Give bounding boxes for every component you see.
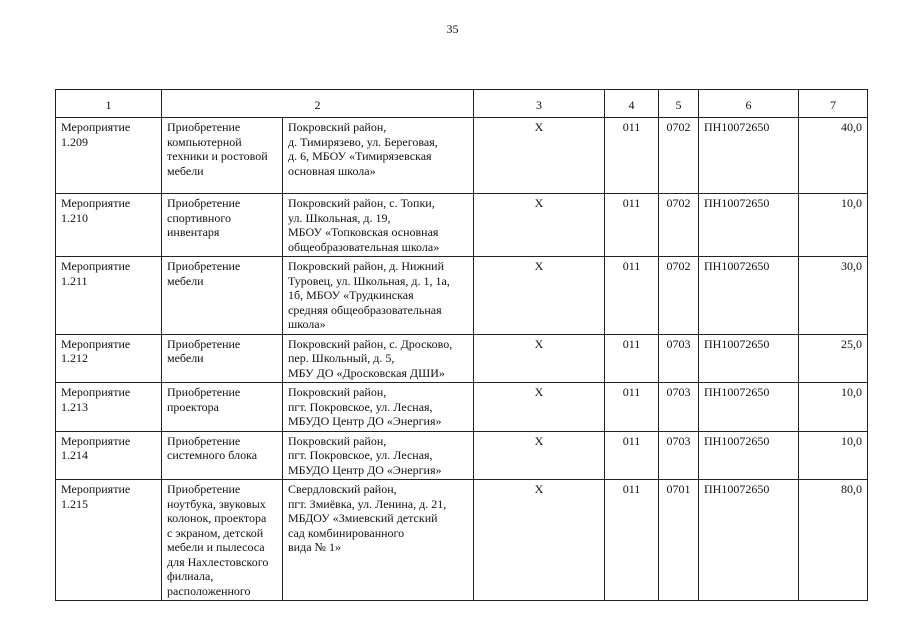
col7-cell: 40,0 — [799, 118, 868, 194]
description-cell — [162, 118, 283, 194]
activity-cell-line: 1.215 — [61, 496, 88, 511]
activity-cell-line: Мероприятие — [61, 482, 131, 496]
description-cell — [162, 194, 283, 257]
col5-cell: 0701 — [659, 480, 699, 601]
address-cell-line: МБУДО Центр ДО «Энергия» — [288, 414, 442, 428]
address-cell-line: пгт. Покровское, ул. Лесная, — [288, 399, 433, 414]
address-cell-line: МБДОУ «Змиевский детский — [288, 511, 438, 525]
col7-cell: 30,0 — [799, 257, 868, 335]
header-col-5: 5 — [659, 90, 699, 118]
address-cell-line: сад комбинированного — [288, 525, 405, 540]
col5-cell: 0703 — [659, 431, 699, 480]
activity-cell-line: Мероприятие — [61, 336, 131, 351]
description-cell-line: Приобретение — [167, 120, 241, 134]
col5-cell: 0702 — [659, 194, 699, 257]
address-cell-line: д. 6, МБОУ «Тимирязевская — [288, 149, 432, 163]
description-cell — [162, 334, 283, 383]
col4-cell: 011 — [605, 431, 659, 480]
address-cell — [283, 194, 474, 257]
col3-cell: Х — [474, 194, 605, 257]
address-cell-line: Туровец, ул. Школьная, д. 1, 1а, — [288, 273, 450, 288]
table-row — [56, 431, 868, 480]
description-cell-line: Приобретение — [167, 385, 241, 399]
col7-cell: 80,0 — [799, 480, 868, 601]
address-cell — [283, 480, 474, 601]
address-cell — [283, 118, 474, 194]
col4-cell: 011 — [605, 257, 659, 335]
col3-cell: Х — [474, 118, 605, 194]
col6-cell: ПН10072650 — [699, 334, 799, 383]
col6-cell: ПН10072650 — [699, 480, 799, 601]
address-cell-line: средняя общеобразовательная — [288, 302, 442, 317]
description-cell — [162, 257, 283, 335]
col4-cell: 011 — [605, 383, 659, 432]
activity-cell-line: 1.213 — [61, 399, 88, 414]
address-cell-line: Покровский район, — [288, 385, 387, 399]
description-cell — [162, 431, 283, 480]
description-cell-line: ноутбука, звуковых — [167, 496, 266, 511]
description-cell-line: для Нахлестовского — [167, 554, 269, 569]
activity-cell-line: Мероприятие — [61, 433, 131, 448]
description-cell-line: колонок, проектора — [167, 511, 267, 525]
activity-cell-line: 1.212 — [61, 351, 88, 365]
table-row — [56, 480, 868, 601]
header-col-4: 4 — [605, 90, 659, 118]
col3-cell: Х — [474, 431, 605, 480]
address-cell-line: пер. Школьный, д. 5, — [288, 351, 395, 365]
activity-cell-line: 1.209 — [61, 134, 88, 149]
address-cell-line: школа» — [288, 317, 326, 331]
address-cell — [283, 383, 474, 432]
description-cell-line: мебели — [167, 273, 204, 288]
header-col-1: 1 — [56, 90, 162, 118]
activity-cell-line: Мероприятие — [61, 196, 131, 210]
address-cell-line: ул. Школьная, д. 19, — [288, 210, 391, 225]
description-cell-line: инвентаря — [167, 225, 220, 239]
description-cell-line: мебели и пылесоса — [167, 540, 265, 554]
activity-cell-line: 1.214 — [61, 448, 88, 462]
header-col-7: 7 — [799, 90, 868, 118]
col5-cell: 0702 — [659, 118, 699, 194]
address-cell-line: Покровский район, — [288, 433, 387, 448]
col3-cell: Х — [474, 257, 605, 335]
col4-cell: 011 — [605, 194, 659, 257]
description-cell-line: спортивного — [167, 210, 231, 225]
description-cell-line: расположенного — [167, 583, 251, 598]
description-cell-line: с экраном, детской — [167, 525, 264, 540]
address-cell-line: МБУДО Центр ДО «Энергия» — [288, 462, 442, 477]
col7-cell: 10,0 — [799, 194, 868, 257]
address-cell — [283, 334, 474, 383]
activity-cell — [56, 480, 162, 601]
description-cell-line: филиала, — [167, 569, 214, 583]
col6-cell: ПН10072650 — [699, 194, 799, 257]
activity-cell — [56, 257, 162, 335]
table-row — [56, 383, 868, 432]
col3-cell: Х — [474, 334, 605, 383]
description-cell-line: компьютерной — [167, 134, 242, 149]
address-cell-line: пгт. Змиёвка, ул. Ленина, д. 21, — [288, 496, 447, 511]
activity-cell — [56, 118, 162, 194]
table-row — [56, 194, 868, 257]
activity-cell-line: 1.211 — [61, 273, 88, 288]
col3-cell: Х — [474, 383, 605, 432]
description-cell-line: Приобретение — [167, 482, 241, 496]
address-cell-line: Покровский район, с. Дросково, — [288, 336, 453, 351]
table-row — [56, 334, 868, 383]
page-number: 35 — [446, 22, 459, 36]
address-cell-line: общеобразовательная школа» — [288, 239, 440, 254]
activity-cell — [56, 431, 162, 480]
description-cell-line: Приобретение — [167, 433, 241, 448]
address-cell-line: вида № 1» — [288, 540, 341, 554]
col4-cell: 011 — [605, 480, 659, 601]
description-cell — [162, 383, 283, 432]
header-col-3: 3 — [474, 90, 605, 118]
col5-cell: 0703 — [659, 334, 699, 383]
activity-cell-line: Мероприятие — [61, 385, 131, 399]
address-cell-line: 1б, МБОУ «Трудкинская — [288, 288, 414, 302]
description-cell-line: Приобретение — [167, 196, 241, 210]
address-cell-line: Покровский район, — [288, 120, 387, 134]
col5-cell: 0702 — [659, 257, 699, 335]
col5-cell: 0703 — [659, 383, 699, 432]
col4-cell: 011 — [605, 334, 659, 383]
address-cell-line: основная школа» — [288, 163, 376, 178]
address-cell-line: МБУ ДО «Дросковская ДШИ» — [288, 365, 445, 380]
address-cell-line: МБОУ «Топковская основная — [288, 225, 439, 239]
col6-cell: ПН10072650 — [699, 257, 799, 335]
address-cell-line: Свердловский район, — [288, 482, 397, 496]
header-col-2: 2 — [162, 90, 474, 118]
col6-cell: ПН10072650 — [699, 383, 799, 432]
description-cell-line: Приобретение — [167, 259, 241, 273]
table-row — [56, 257, 868, 335]
table-body — [56, 118, 868, 601]
description-cell-line: мебели — [167, 163, 204, 178]
col6-cell: ПН10072650 — [699, 431, 799, 480]
address-cell-line: д. Тимирязево, ул. Береговая, — [288, 134, 438, 149]
col7-cell: 10,0 — [799, 431, 868, 480]
col7-cell: 10,0 — [799, 383, 868, 432]
budget-table — [55, 89, 868, 601]
activity-cell — [56, 334, 162, 383]
description-cell-line: проектора — [167, 399, 219, 414]
address-cell-line: Покровский район, с. Топки, — [288, 196, 435, 210]
description-cell — [162, 480, 283, 601]
address-cell — [283, 431, 474, 480]
description-cell-line: мебели — [167, 351, 204, 365]
address-cell-line: пгт. Покровское, ул. Лесная, — [288, 448, 433, 462]
col4-cell: 011 — [605, 118, 659, 194]
description-cell-line: системного блока — [167, 448, 258, 462]
col3-cell: Х — [474, 480, 605, 601]
activity-cell — [56, 194, 162, 257]
description-cell-line: Приобретение — [167, 336, 241, 351]
col7-cell: 25,0 — [799, 334, 868, 383]
address-cell-line: Покровский район, д. Нижний — [288, 259, 445, 273]
col6-cell: ПН10072650 — [699, 118, 799, 194]
address-cell — [283, 257, 474, 335]
activity-cell-line: Мероприятие — [61, 259, 131, 273]
header-col-6: 6 — [699, 90, 799, 118]
header-row — [56, 90, 868, 118]
activity-cell — [56, 383, 162, 432]
table-row — [56, 118, 868, 194]
activity-cell-line: Мероприятие — [61, 120, 131, 134]
activity-cell-line: 1.210 — [61, 210, 88, 225]
description-cell-line: техники и ростовой — [167, 149, 268, 163]
